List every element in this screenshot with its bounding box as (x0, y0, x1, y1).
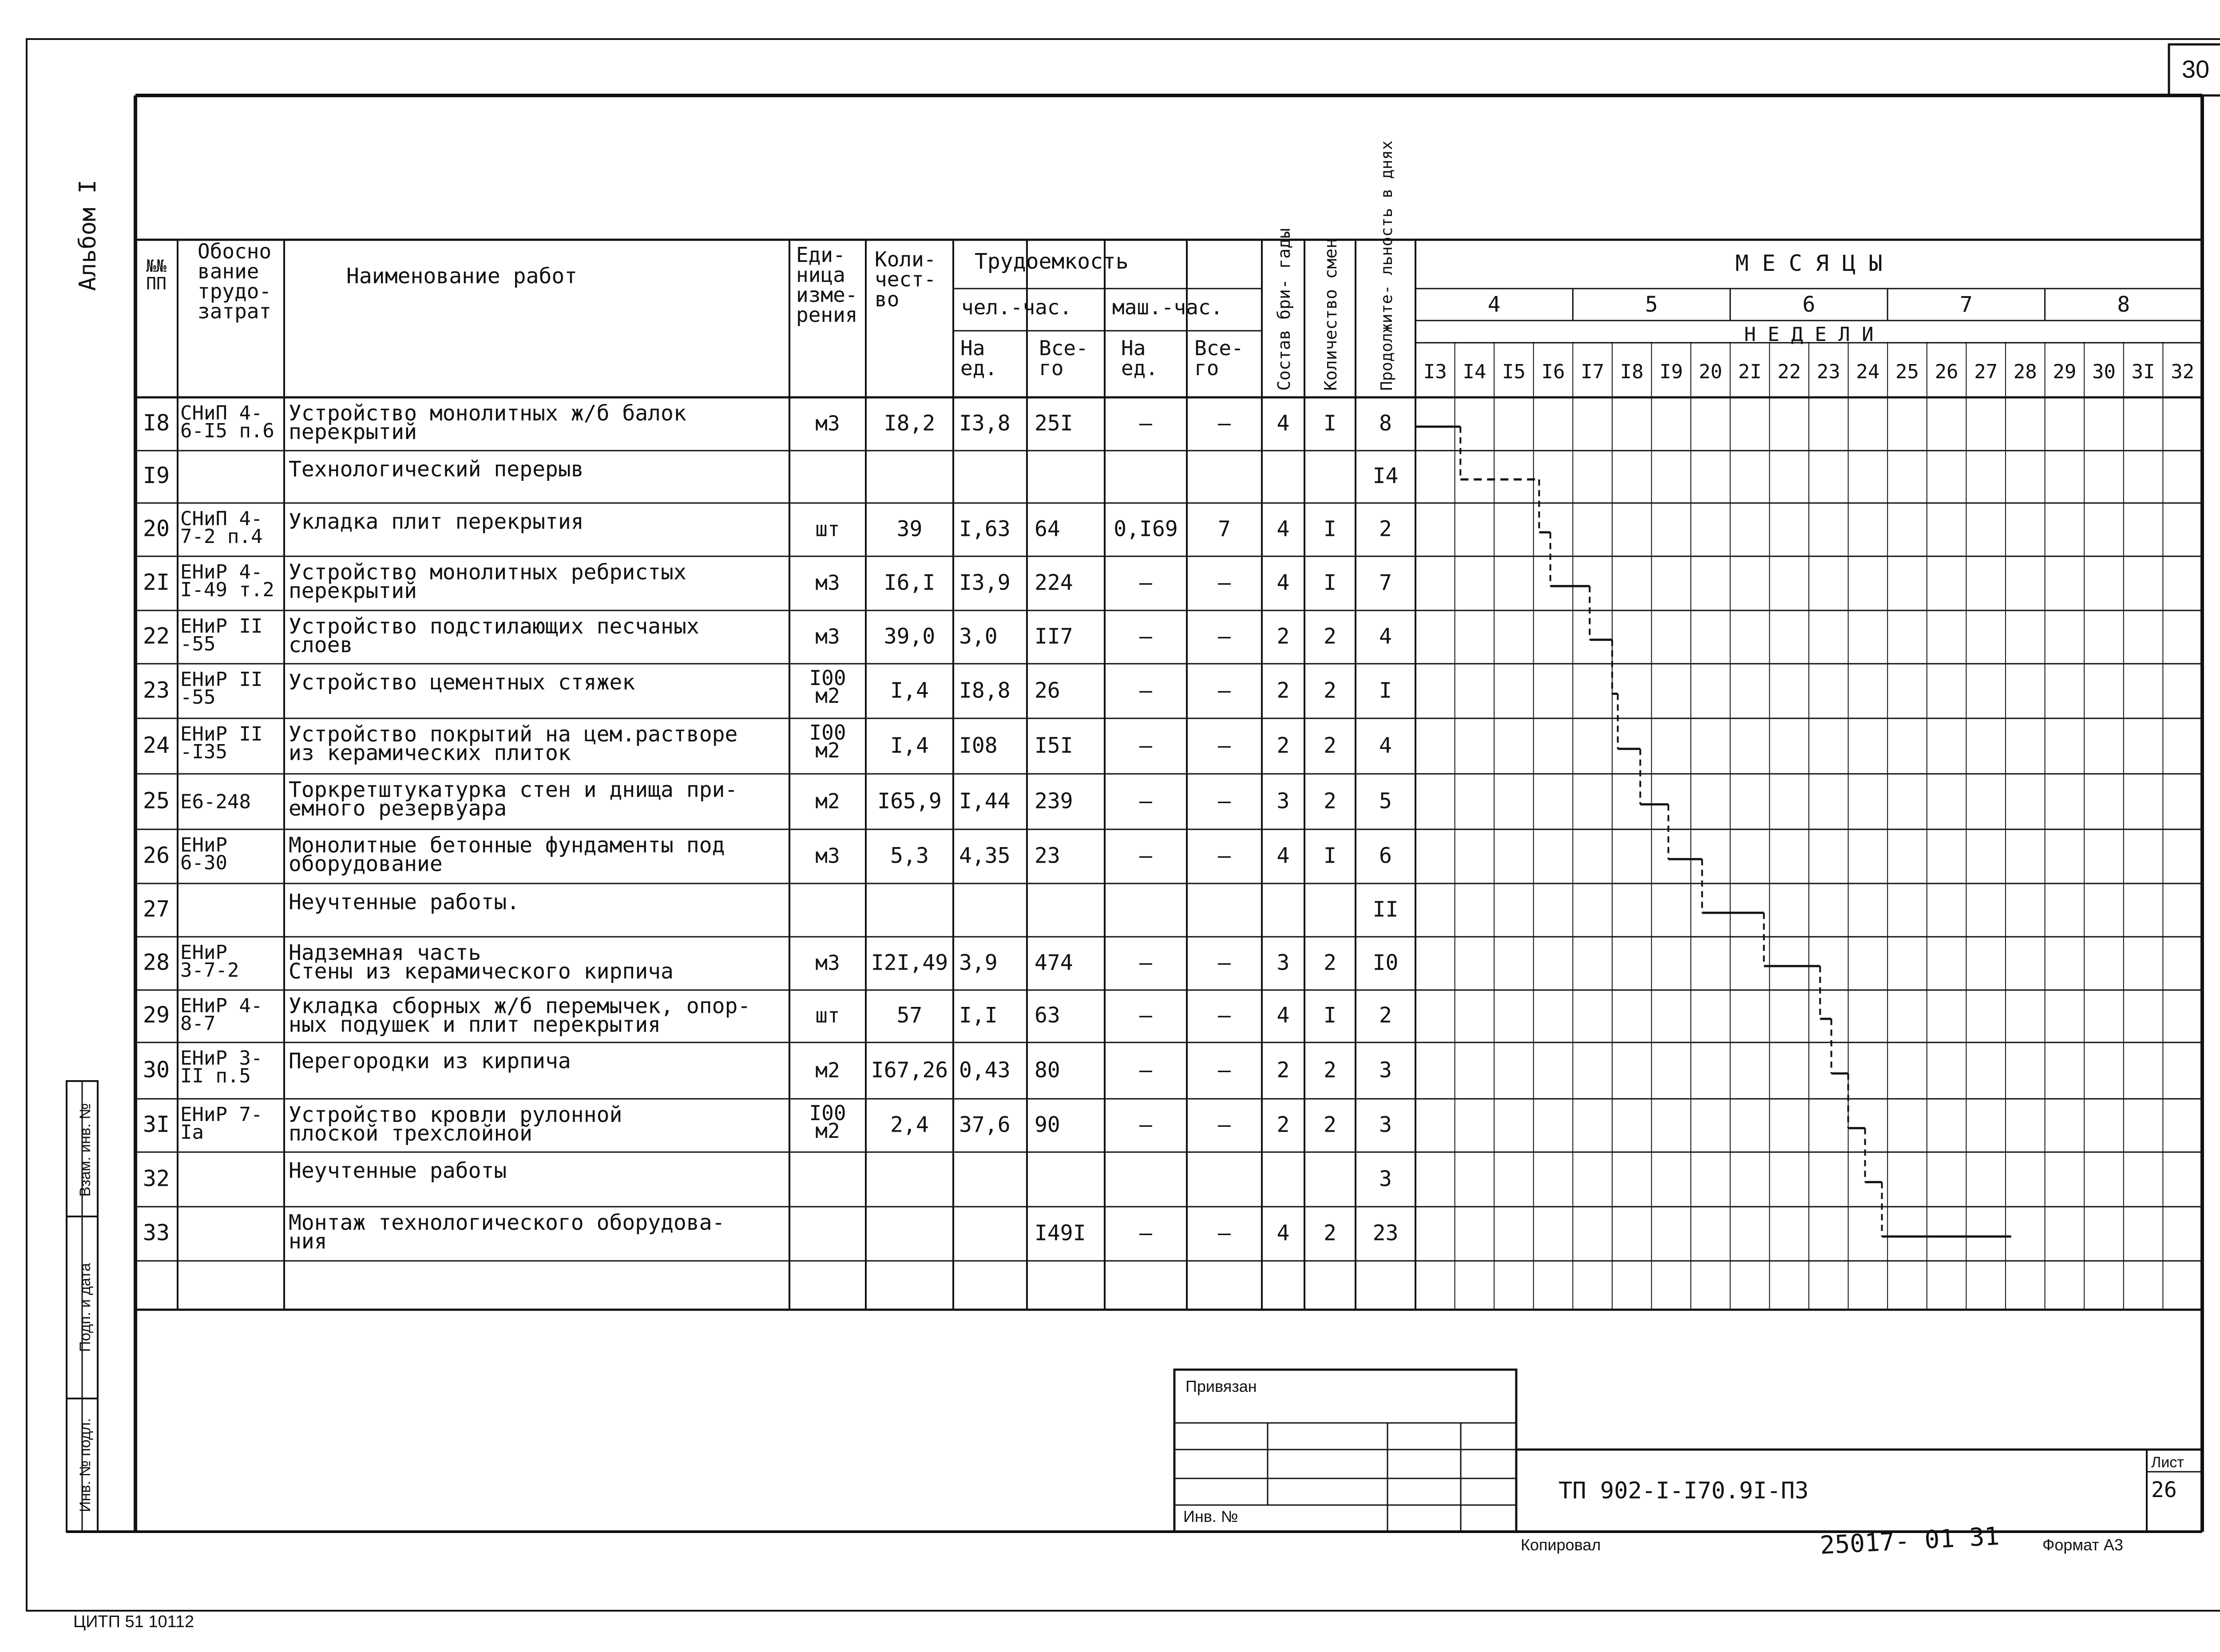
row-unit: I00 (809, 1101, 846, 1125)
week-label: 28 (2013, 361, 2037, 383)
row-crew: 2 (1276, 1112, 1290, 1137)
row-mh-total: II7 (1035, 624, 1073, 649)
row-days: 8 (1379, 411, 1392, 436)
row-mc-total: 7 (1218, 516, 1231, 542)
header-total: го (1039, 356, 1064, 380)
row-num: 29 (143, 1002, 170, 1028)
week-label: I5 (1502, 361, 1526, 383)
row-mc-unit: – (1139, 1112, 1152, 1137)
title-inv-no: Инв. № (1183, 1507, 1238, 1525)
row-mh-total: 90 (1035, 1112, 1060, 1137)
header-qty: во (875, 287, 900, 311)
row-shifts: 2 (1324, 1112, 1336, 1137)
row-basis: Е6-248 (180, 790, 251, 813)
side-stamp-vzam-inv: Взам. инв. № (77, 1103, 94, 1197)
row-basis: II п.5 (180, 1065, 251, 1087)
row-mh-total: 80 (1035, 1058, 1060, 1083)
row-unit: м2 (815, 1119, 840, 1143)
row-crew: 4 (1276, 516, 1290, 542)
row-name: Устройство покрытий на цем.растворе (289, 722, 738, 747)
row-mc-unit: 0,I69 (1114, 516, 1178, 542)
row-qty: I,4 (890, 733, 929, 758)
row-basis: -55 (180, 633, 216, 655)
side-stamp-sign-date: Подп. и дата (77, 1263, 94, 1352)
week-label: 27 (1974, 361, 1998, 383)
row-mh-total: 239 (1035, 788, 1073, 814)
row-mc-total: – (1218, 733, 1231, 758)
row-unit: шт (815, 1003, 840, 1028)
title-kopiroval: Копировал (1521, 1536, 1601, 1554)
row-name: перекрытий (289, 578, 417, 603)
row-basis: ЕНиР 7- (180, 1103, 263, 1126)
header-basis: Обосно (198, 239, 272, 263)
row-crew: 2 (1276, 678, 1290, 703)
row-crew: 2 (1276, 733, 1290, 758)
week-label: 2I (1738, 361, 1762, 383)
row-basis: 8-7 (180, 1012, 216, 1035)
week-label: 25 (1895, 361, 1919, 383)
week-label: I7 (1581, 361, 1605, 383)
row-num: 22 (143, 623, 170, 649)
row-name: оборудование (289, 852, 443, 876)
row-qty: I2I,49 (871, 950, 948, 975)
row-unit: м3 (815, 570, 840, 595)
row-mc-unit: – (1139, 950, 1152, 975)
row-mh-unit: 3,0 (959, 624, 998, 649)
row-shifts: 2 (1324, 788, 1336, 814)
row-name: емного резервуара (289, 796, 507, 821)
row-mh-unit: 3,9 (959, 950, 998, 975)
row-name: Технологический перерыв (289, 457, 584, 482)
row-mc-total: – (1218, 1220, 1231, 1246)
header-per-unit: ед. (1121, 356, 1158, 380)
row-mh-total: I5I (1035, 733, 1073, 758)
row-num: 20 (143, 515, 170, 542)
row-name: Перегородки из кирпича (289, 1049, 571, 1074)
row-unit: м3 (815, 624, 840, 649)
row-num: 30 (143, 1057, 170, 1083)
row-qty: 39 (896, 516, 923, 542)
row-qty: I,4 (890, 678, 929, 703)
row-mc-total: – (1218, 570, 1231, 595)
row-basis: ЕНиР 3- (180, 1047, 263, 1070)
row-mc-unit: – (1139, 733, 1152, 758)
week-label: 30 (2092, 361, 2116, 383)
row-name: Неучтенные работы. (289, 890, 520, 915)
header-name: Наименование работ (346, 264, 578, 289)
header-total: Все- (1039, 336, 1088, 360)
row-days: I (1379, 678, 1392, 703)
row-basis: ЕНиР 4- (180, 561, 263, 583)
row-basis: ЕНиР (180, 941, 227, 964)
side-stamp-inv-orig: Инв. № подл. (77, 1418, 94, 1512)
row-qty: 2,4 (890, 1112, 929, 1137)
row-crew: 2 (1276, 1058, 1290, 1083)
month-label: 6 (1802, 292, 1816, 317)
header-qty: чест- (875, 267, 936, 291)
row-name: Монтаж технологического оборудова- (289, 1210, 725, 1235)
page-number: 30 (2181, 55, 2210, 83)
row-shifts: I (1324, 843, 1336, 868)
title-list-no: 26 (2151, 1478, 2177, 1502)
row-num: 24 (143, 732, 170, 758)
row-days: I0 (1372, 950, 1399, 975)
row-name: Монолитные бетонные фундаменты под (289, 833, 725, 858)
row-mc-total: – (1218, 1112, 1231, 1137)
row-unit: м2 (815, 789, 840, 813)
row-shifts: I (1324, 411, 1336, 436)
row-mh-unit: I,I (959, 1003, 998, 1028)
row-unit: м2 (815, 1058, 840, 1082)
title-format: Формат А3 (2042, 1536, 2123, 1554)
header-basis: вание (198, 259, 259, 283)
row-name: Торкретштукатурка стен и днища при- (289, 777, 738, 802)
week-label: 22 (1777, 361, 1801, 383)
row-mh-total: 64 (1035, 516, 1060, 542)
row-qty: I8,2 (884, 411, 936, 436)
row-crew: 3 (1276, 788, 1290, 814)
row-mc-unit: – (1139, 570, 1152, 595)
table-grid (135, 240, 2202, 1310)
row-crew: 4 (1276, 1220, 1290, 1246)
row-days: 3 (1379, 1112, 1392, 1137)
row-mc-unit: – (1139, 843, 1152, 868)
header-labor: Трудоемкость (975, 249, 1129, 274)
row-qty: I6,I (884, 570, 936, 595)
row-mc-total: – (1218, 788, 1231, 814)
row-mh-unit: I3,9 (959, 570, 1011, 595)
row-mc-total: – (1218, 843, 1231, 868)
row-qty: I65,9 (877, 788, 942, 814)
row-num: I8 (143, 410, 170, 436)
row-shifts: 2 (1324, 1220, 1336, 1246)
weeks-label: Н Е Д Е Л И (1744, 323, 1874, 346)
row-basis: Iа (180, 1121, 204, 1144)
week-label: 23 (1816, 361, 1840, 383)
row-mc-unit: – (1139, 1220, 1152, 1246)
row-name: Устройство монолитных ж/б балок (289, 401, 686, 426)
row-days: 7 (1379, 570, 1392, 595)
row-shifts: 2 (1324, 678, 1336, 703)
week-label: I4 (1463, 361, 1487, 383)
week-label: 20 (1699, 361, 1722, 383)
row-days: 5 (1379, 788, 1392, 814)
week-label: I8 (1620, 361, 1644, 383)
row-crew: 4 (1276, 1003, 1290, 1028)
row-num: 2I (143, 569, 170, 595)
week-label: 29 (2053, 361, 2077, 383)
row-basis: СНиП 4- (180, 402, 263, 424)
row-num: 32 (143, 1165, 170, 1192)
title-list-label: Лист (2151, 1454, 2184, 1471)
row-mc-unit: – (1139, 1003, 1152, 1028)
row-num: 3I (143, 1111, 170, 1137)
week-label: 26 (1935, 361, 1958, 383)
header-crew: Состав бри- гады (1274, 228, 1294, 391)
row-name: ных подушек и плит перекрытия (289, 1012, 661, 1037)
row-days: 3 (1379, 1058, 1392, 1083)
header-num: №№ (146, 256, 166, 276)
row-days: 4 (1379, 624, 1392, 649)
row-qty: 5,3 (890, 843, 929, 868)
row-basis: СНиП 4- (180, 507, 263, 530)
row-basis: ЕНиР II (180, 668, 263, 691)
row-basis: ЕНиР (180, 834, 227, 856)
row-num: 26 (143, 842, 170, 868)
week-label: I6 (1541, 361, 1565, 383)
header-total: го (1194, 356, 1219, 380)
row-basis: ЕНиР II (180, 615, 263, 638)
title-handwritten: 25017- 01 31 (1819, 1521, 2000, 1560)
album-label: Альбом I (75, 179, 101, 291)
row-basis: 7-2 п.4 (180, 525, 263, 548)
row-name: из керамических плиток (289, 741, 571, 765)
header-unit: ница (796, 263, 845, 287)
row-name: Надземная часть (289, 940, 481, 965)
row-num: I9 (143, 463, 170, 489)
row-name: Укладка плит перекрытия (289, 509, 584, 534)
row-mc-unit: – (1139, 411, 1152, 436)
row-name: Укладка сборных ж/б перемычек, опор- (289, 994, 751, 1018)
row-basis: ЕНиР II (180, 723, 263, 745)
row-mh-unit: I08 (959, 733, 998, 758)
week-label: 24 (1856, 361, 1880, 383)
header-unit: изме- (796, 283, 858, 307)
row-mh-unit: 0,43 (959, 1058, 1011, 1083)
row-num: 25 (143, 788, 170, 814)
row-mh-total: 26 (1035, 678, 1060, 703)
row-days: 4 (1379, 733, 1392, 758)
row-shifts: 2 (1324, 1058, 1336, 1083)
row-crew: 2 (1276, 624, 1290, 649)
row-name: Устройство монолитных ребристых (289, 560, 686, 585)
header-unit: Еди- (796, 243, 845, 267)
header-per-unit: На (1121, 336, 1146, 360)
row-name: ния (289, 1229, 327, 1254)
header-duration: Продолжите- льность в днях (1378, 140, 1396, 391)
header-per-unit: ед. (960, 356, 998, 380)
row-unit: м2 (815, 684, 840, 708)
row-mh-unit: 37,6 (959, 1112, 1011, 1137)
row-mh-total: 474 (1035, 950, 1073, 975)
row-shifts: 2 (1324, 733, 1336, 758)
row-mh-unit: I,63 (959, 516, 1011, 542)
header-basis: трудо- (198, 279, 272, 303)
row-unit: шт (815, 517, 840, 541)
header-machine-hours: маш.-час. (1112, 295, 1223, 319)
row-name: слоев (289, 633, 353, 658)
row-mh-total: I49I (1035, 1220, 1086, 1246)
row-num: 27 (143, 896, 170, 922)
row-num: 23 (143, 677, 170, 703)
title-privyazan: Привязан (1185, 1377, 1257, 1395)
row-unit: I00 (809, 721, 846, 745)
row-crew: 3 (1276, 950, 1290, 975)
row-mh-unit: I,44 (959, 788, 1011, 814)
row-basis: 3-7-2 (180, 959, 239, 982)
row-name: перекрытий (289, 420, 417, 444)
header-qty: Коли- (875, 247, 936, 271)
row-qty: 57 (896, 1003, 923, 1028)
month-label: 8 (2117, 292, 2130, 317)
row-shifts: I (1324, 570, 1336, 595)
week-label: I3 (1423, 361, 1447, 383)
schedule-bars (1415, 427, 2011, 1236)
row-mh-unit: I3,8 (959, 411, 1011, 436)
title-doc-code: ТП 902-I-I70.9I-ПЗ (1558, 1478, 1809, 1504)
row-mc-total: – (1218, 624, 1231, 649)
row-num: 33 (143, 1220, 170, 1246)
header-basis: затрат (198, 299, 272, 323)
row-crew: 4 (1276, 570, 1290, 595)
row-basis: 6-30 (180, 852, 227, 874)
row-shifts: 2 (1324, 950, 1336, 975)
row-mc-unit: – (1139, 788, 1152, 814)
row-mc-unit: – (1139, 624, 1152, 649)
header-total: Все- (1194, 336, 1244, 360)
week-label: I9 (1659, 361, 1683, 383)
footer-stamp: ЦИТП 51 10112 (73, 1612, 194, 1631)
row-mc-total: – (1218, 1003, 1231, 1028)
row-shifts: I (1324, 1003, 1336, 1028)
row-unit: м2 (815, 738, 840, 762)
month-label: 7 (1959, 292, 1973, 317)
header-man-hours: чел.-час. (961, 295, 1072, 319)
row-mc-total: – (1218, 678, 1231, 703)
row-basis: -55 (180, 686, 216, 709)
row-num: 28 (143, 949, 170, 975)
row-mc-total: – (1218, 411, 1231, 436)
row-mh-total: 25I (1035, 411, 1073, 436)
row-unit: м3 (815, 411, 840, 436)
row-qty: I67,26 (871, 1058, 948, 1083)
row-crew: 4 (1276, 411, 1290, 436)
row-days: 6 (1379, 843, 1392, 868)
months-label: М Е С Я Ц Ы (1735, 250, 1883, 276)
row-shifts: 2 (1324, 624, 1336, 649)
row-basis: -I35 (180, 741, 227, 763)
row-name: плоской трехслойной (289, 1121, 533, 1146)
row-basis: 6-I5 п.6 (180, 420, 274, 442)
row-basis: I-49 т.2 (180, 578, 274, 601)
row-mc-total: – (1218, 1058, 1231, 1083)
row-days: 3 (1379, 1166, 1392, 1192)
header-unit: рения (796, 303, 858, 327)
row-mh-unit: 4,35 (959, 843, 1011, 868)
month-label: 5 (1645, 292, 1658, 317)
row-shifts: I (1324, 516, 1336, 542)
row-crew: 4 (1276, 843, 1290, 868)
table-text (143, 140, 2194, 1254)
row-unit: м3 (815, 844, 840, 868)
row-mc-total: – (1218, 950, 1231, 975)
row-days: II (1372, 897, 1399, 922)
row-mh-total: 63 (1035, 1003, 1060, 1028)
month-label: 4 (1487, 292, 1501, 317)
row-mh-unit: I8,8 (959, 678, 1011, 703)
row-mh-total: 224 (1035, 570, 1073, 595)
week-label: 3I (2131, 361, 2155, 383)
row-mc-unit: – (1139, 1058, 1152, 1083)
week-label: 32 (2171, 361, 2195, 383)
row-name: Устройство цементных стяжек (289, 670, 635, 695)
row-unit: м3 (815, 951, 840, 975)
row-mc-unit: – (1139, 678, 1152, 703)
row-mh-total: 23 (1035, 843, 1060, 868)
row-days: 23 (1372, 1220, 1399, 1246)
header-num: ПП (146, 274, 166, 293)
row-days: 2 (1379, 516, 1392, 542)
row-unit: I00 (809, 666, 846, 690)
row-name: Неучтенные работы (289, 1158, 507, 1183)
row-name: Стены из керамического кирпича (289, 959, 674, 984)
header-shifts: Количество смен (1321, 238, 1340, 391)
row-name: Устройство подстилающих песчаных (289, 614, 699, 639)
header-per-unit: На (960, 336, 985, 360)
row-name: Устройство кровли рулонной (289, 1102, 622, 1127)
row-days: 2 (1379, 1003, 1392, 1028)
row-basis: ЕНиР 4- (180, 994, 263, 1017)
row-qty: 39,0 (884, 624, 936, 649)
row-days: I4 (1372, 464, 1399, 489)
